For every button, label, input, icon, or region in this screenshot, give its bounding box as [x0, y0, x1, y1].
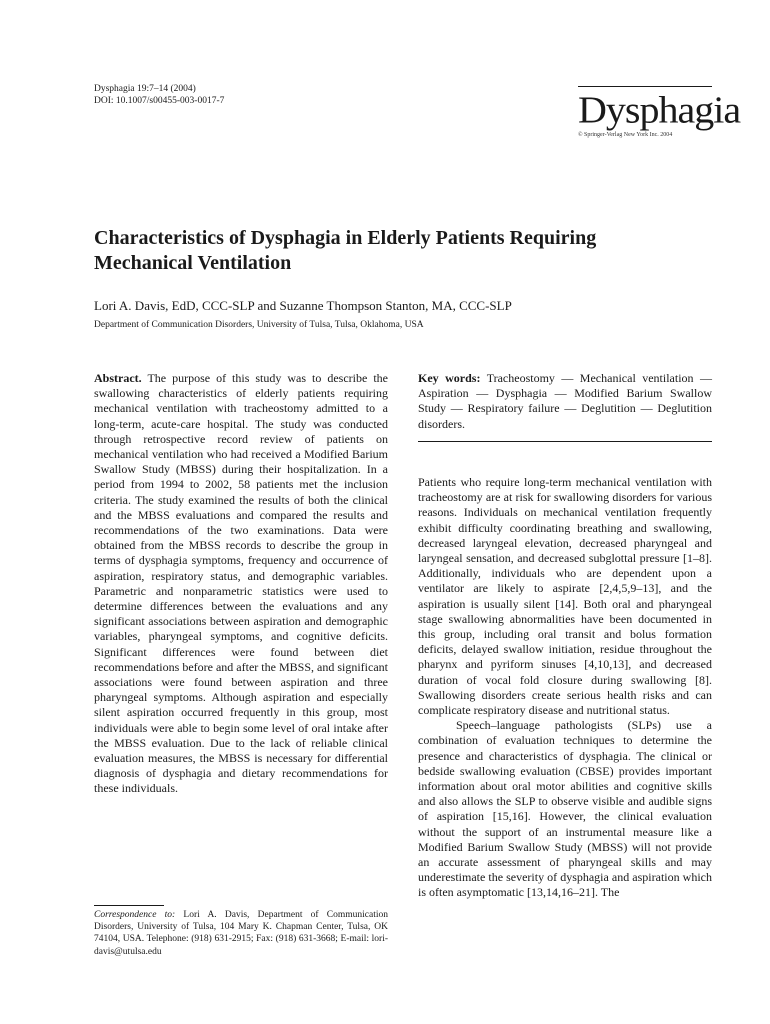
- logo-title: Dysphagia: [578, 88, 741, 131]
- abstract-text: The purpose of this study was to describe the swallowing characteristics of elderly patients requiring mechanical ventilation with tracheostomy admitted to a long-term, acute-care hospital. The study was conducted through retrospective record review of patients on mechanical ventilation who had received a Modified Barium Swallow Study (MBSS) during their hospitalization. In a period from 1994 to 2002, 58 patients met the inclusion criteria. The study examined the results of both the clinical and the MBSS evaluations and compared the results and recommendations of the two examinations. Data were obtained from the MBSS records to describe the group in terms of dysphagia symptoms, frequency and occurrence of aspiration, respiratory status, and demographic variables. Parametric and nonparametric statistics were used to determine differences between the evaluations and any significant associations between aspiration and demographic variables, pharyngeal symptoms, and cognitive deficits. Significant differences were found between diet recommendations before and after the MBSS, and significant associations were found between aspiration and three pharyngeal symptoms. Although aspiration and especially silent aspiration occurred frequently in this group, most individuals were able to begin some level of oral intake after the MBSS evaluation. Due to the lack of reliable clinical evaluation measures, the MBSS is necessary for differential diagnosis of dysphagia and dietary recommendations for these individuals.: [94, 371, 388, 796]
- journal-meta: [94, 83, 224, 107]
- correspondence-label: Correspondence to:: [94, 910, 176, 920]
- keywords-rule: [418, 441, 712, 442]
- keywords-text: Tracheostomy — Mechanical ventilation — Aspiration — Dysphagia — Modified Barium Swallow Study — Respiratory failure — Deglutition — Deglutition disorders.: [418, 371, 712, 431]
- body-paragraph-1: Patients who require long-term mechanical ventilation with tracheostomy are at risk for swallowing disorders for various reasons. Individuals on mechanical ventilation frequently exhibit difficulty coordinating breathing and swallowing, decreased laryngeal elevation, decreased pharyngeal and laryngeal sensation, and decreased subglottal pressure [1–8]. Additionally, individuals who are dependent upon a ventilator are likely to aspirate [2,4,5,9–13], and the aspiration is usually silent [14]. Both oral and pharyngeal stage swallowing abnormalities have been documented in this group, including oral transit and bolus formation deficits, delayed swallow initiation, residue throughout the pharynx and pyriform sinuses [4,10,13], and decreased duration of vocal fold closure during swallowing [8]. Swallowing disorders create serious health risks and can complicate respiratory disease and nutritional status.: [418, 475, 712, 718]
- journal-logo: [578, 86, 741, 139]
- logo-publisher: © Springer-Verlag New York Inc. 2004: [578, 132, 673, 138]
- journal-citation: Dysphagia 19:7–14 (2004): [94, 84, 196, 94]
- body-paragraph-2: Speech–language pathologists (SLPs) use a combination of evaluation techniques to determine the presence and characteristics of dysphagia. The clinical or bedside swallowing evaluation (CBSE) provides important information about oral motor abilities and cognitive skills and also allows the SLP to observe visible and audible signs of aspiration [15,16]. However, the clinical evaluation without the support of an instrumental measure like a Modified Barium Swallow Study (MBSS) will not provide an accurate assessment of pharyngeal skills and may underestimate the severity of dysphagia and aspiration which is often asymptomatic [13,14,16–21]. The: [418, 718, 712, 900]
- body-text: [418, 475, 712, 901]
- keywords: [418, 371, 712, 432]
- article-affiliation: Department of Communication Disorders, University of Tulsa, Tulsa, Oklahoma, USA: [94, 320, 424, 330]
- keywords-label: Key words:: [418, 371, 481, 385]
- abstract-label: Abstract.: [94, 371, 142, 385]
- article-title: Characteristics of Dysphagia in Elderly Patients Requiring Mechanical Ventilation: [94, 227, 597, 274]
- correspondence: [94, 909, 388, 958]
- article-authors: Lori A. Davis, EdD, CCC-SLP and Suzanne Thompson Stanton, MA, CCC-SLP: [94, 298, 512, 313]
- footnote-rule: [94, 905, 164, 906]
- journal-doi: DOI: 10.1007/s00455-003-0017-7: [94, 96, 225, 106]
- abstract: [94, 371, 388, 797]
- logo-rule: [578, 86, 712, 87]
- correspondence-text: Lori A. Davis, Department of Communication Disorders, University of Tulsa, 104 Mary K. Chapman Center, Tulsa, OK 74104, USA. Telephone: (918) 631-2915; Fax: (918) 631-3668; E-mail: lori-davis@utulsa.edu: [94, 910, 388, 957]
